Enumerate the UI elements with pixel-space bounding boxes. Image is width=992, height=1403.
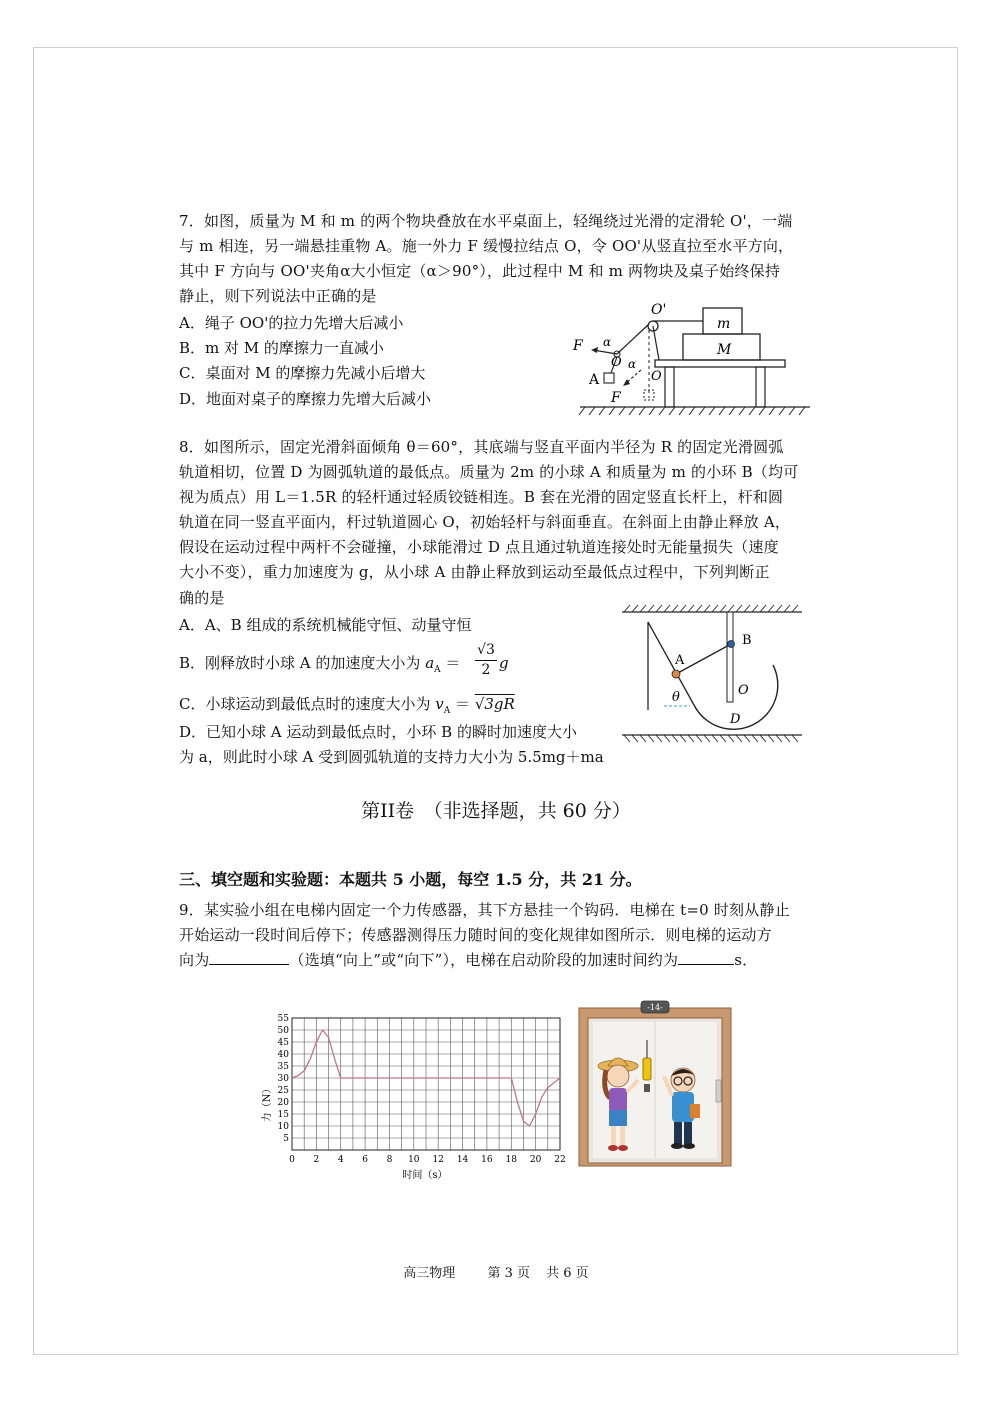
x-tick-label: 10 bbox=[408, 1155, 420, 1165]
page-footer bbox=[0, 1262, 992, 1281]
floor-number: -14- bbox=[647, 1003, 663, 1012]
label-a: A bbox=[589, 372, 600, 388]
y-tick-label: 15 bbox=[277, 1110, 289, 1120]
section-3-title: 三、填空题和实验题：本题共 5 小题，每空 1.5 分，共 21 分。 bbox=[179, 870, 642, 889]
x-tick-label: 0 bbox=[289, 1155, 295, 1165]
q8-b-g: g bbox=[499, 654, 509, 672]
q8-incline-figure bbox=[620, 602, 805, 747]
label-o-knot: O bbox=[611, 355, 622, 370]
q8-line-7: 确的是 bbox=[179, 589, 225, 607]
q8-option-c-text: C．小球运动到最低点时的速度大小为 bbox=[179, 695, 431, 713]
force-time-chart bbox=[255, 1008, 570, 1183]
q9-line-2: 开始运动一段时间后停下；传感器测得压力随时间的变化规律如图所示．则电梯的运动方 bbox=[179, 926, 772, 944]
q7-line-1: 7．如图，质量为 M 和 m 的两个物块叠放在水平桌面上，轻绳绕过光滑的定滑轮 O'，一端 bbox=[179, 212, 793, 230]
q9-line-3-b: （选填“向上”或“向下”），电梯在启动阶段的加速时间约为 bbox=[289, 951, 679, 969]
hook-weight-icon bbox=[644, 1084, 650, 1092]
label-f-top: F bbox=[573, 338, 583, 354]
q8-line-2: 轨道相切，位置 D 为圆弧轨道的最低点。质量为 2m 的小球 A 和质量为 m 的小环 B（均可 bbox=[179, 463, 799, 481]
q7-option-a: A．绳子 OO'的拉力先增大后减小 bbox=[179, 314, 404, 332]
chart-x-label: 时间（s） bbox=[402, 1170, 448, 1181]
y-tick-label: 45 bbox=[277, 1038, 289, 1048]
q8-b-numerator: √3 bbox=[475, 640, 497, 661]
section-2-title: 第II卷 （非选择题，共 60 分） bbox=[361, 800, 631, 822]
q7-option-b: B．m 对 M 的摩擦力一直减小 bbox=[179, 339, 384, 357]
y-tick-label: 55 bbox=[277, 1014, 289, 1024]
label-a: A bbox=[675, 653, 685, 668]
q7-pulley-figure bbox=[565, 298, 815, 420]
elevator-buttons bbox=[716, 1080, 721, 1102]
x-tick-label: 6 bbox=[362, 1155, 368, 1165]
q8-c-sub: A bbox=[443, 706, 451, 716]
y-tick-label: 10 bbox=[277, 1122, 289, 1132]
label-big-m: M bbox=[717, 342, 732, 358]
q7-option-d: D．地面对桌子的摩擦力先增大后减小 bbox=[179, 390, 432, 408]
y-tick-label: 40 bbox=[277, 1050, 289, 1060]
label-o: O bbox=[738, 683, 749, 698]
label-f-bottom: F bbox=[611, 390, 621, 406]
x-tick-label: 22 bbox=[554, 1155, 566, 1165]
q8-line-1: 8．如图所示，固定光滑斜面倾角 θ＝60°，其底端与竖直平面内半径为 R 的固定光滑圆弧 bbox=[179, 438, 784, 456]
elevator-illustration bbox=[578, 1000, 733, 1168]
footer-total: 共 6 页 bbox=[546, 1266, 589, 1281]
footer-subject: 高三物理 bbox=[403, 1266, 456, 1281]
footer-page: 第 3 页 bbox=[487, 1266, 530, 1281]
label-theta: θ bbox=[672, 690, 680, 705]
q8-b-formula-eq: ＝ bbox=[445, 654, 461, 672]
label-b: B bbox=[742, 633, 752, 648]
y-tick-label: 35 bbox=[277, 1062, 289, 1072]
q9-blank-time[interactable] bbox=[678, 950, 734, 965]
q8-b-formula-sub: A bbox=[434, 665, 441, 675]
label-o-prime: O' bbox=[651, 302, 667, 318]
x-tick-label: 4 bbox=[337, 1155, 344, 1165]
q9-line-3-a: 向为 bbox=[179, 951, 210, 969]
y-tick-label: 25 bbox=[277, 1086, 289, 1096]
y-tick-label: 5 bbox=[283, 1134, 289, 1144]
q7-line-2: 与 m 相连，另一端悬挂重物 A。施一外力 F 缓慢拉结点 O，令 OO'从竖直拉至水平方向， bbox=[179, 237, 794, 255]
q8-b-formula-lhs: a bbox=[425, 654, 435, 672]
x-tick-label: 20 bbox=[529, 1155, 542, 1165]
x-tick-label: 8 bbox=[386, 1155, 393, 1165]
q9-line-1: 9．某实验小组在电梯内固定一个力传感器，其下方悬挂一个钩码．电梯在 t=0 时刻从静止 bbox=[179, 901, 790, 919]
chart-svg bbox=[255, 1008, 570, 1183]
q8-line-6: 大小不变），重力加速度为 g，从小球 A 由静止释放到运动至最低点过程中，下列判断正 bbox=[179, 563, 770, 581]
x-tick-label: 18 bbox=[505, 1155, 517, 1165]
x-tick-label: 12 bbox=[432, 1155, 444, 1165]
label-d: D bbox=[730, 712, 741, 727]
q9-line-3-c: s． bbox=[734, 951, 758, 969]
q8-c-eq: ＝ bbox=[455, 695, 471, 713]
q8-option-d-line-2: 为 a，则此时小球 A 受到圆弧轨道的支持力大小为 5.5mg＋ma bbox=[179, 748, 604, 766]
q8-option-c bbox=[179, 693, 515, 722]
q8-b-fraction bbox=[475, 640, 497, 679]
q8-option-b bbox=[179, 652, 460, 681]
q8-option-d-line-1: D．已知小球 A 运动到最低点时，小环 B 的瞬时加速度大小 bbox=[179, 723, 577, 741]
y-tick-label: 50 bbox=[277, 1026, 289, 1036]
q7-line-4: 静止，则下列说法中正确的是 bbox=[179, 287, 377, 305]
q8-line-4: 轨道在同一竖直平面内，杆过轨道圆心 O，初始轻杆与斜面垂直。在斜面上由静止释放 A， bbox=[179, 513, 791, 531]
q7-line-3: 其中 F 方向与 OO'夹角α大小恒定（α＞90°），此过程中 M 和 m 两物块及桌子始终保持 bbox=[179, 262, 781, 280]
label-alpha-mid: α bbox=[628, 357, 637, 371]
q8-b-denominator: 2 bbox=[481, 662, 491, 678]
y-tick-label: 30 bbox=[277, 1074, 289, 1084]
label-o-right: O bbox=[651, 369, 662, 384]
q7-option-c: C．桌面对 M 的摩擦力先减小后增大 bbox=[179, 364, 426, 382]
chart-grid bbox=[292, 1018, 560, 1150]
q8-c-v: v bbox=[435, 695, 444, 713]
y-tick-label: 20 bbox=[277, 1098, 289, 1108]
q8-line-3: 视为质点）用 L＝1.5R 的轻杆通过轻质铰链相连。B 套在光滑的固定竖直长杆上，杆和圆 bbox=[179, 488, 784, 506]
chart-y-label: 力（N） bbox=[262, 1083, 273, 1123]
q8-line-5: 假设在运动过程中两杆不会碰撞，小球能滑过 D 点且通过轨道连接处时无能量损失（速度 bbox=[179, 538, 779, 556]
q8-c-root: √3gR bbox=[474, 695, 515, 713]
q9-blank-direction[interactable] bbox=[209, 950, 289, 965]
x-tick-label: 16 bbox=[481, 1155, 493, 1165]
x-tick-label: 14 bbox=[456, 1155, 469, 1165]
q8-option-b-text: B．刚释放时小球 A 的加速度大小为 bbox=[179, 654, 421, 672]
x-tick-label: 2 bbox=[313, 1155, 320, 1165]
q9-line-3 bbox=[179, 948, 757, 974]
q8-option-a: A．A、B 组成的系统机械能守恒、动量守恒 bbox=[179, 616, 472, 634]
label-m: m bbox=[717, 316, 731, 332]
label-alpha-top: α bbox=[603, 335, 612, 349]
chart-ticks bbox=[278, 1014, 566, 1165]
force-sensor-icon bbox=[643, 1058, 651, 1080]
